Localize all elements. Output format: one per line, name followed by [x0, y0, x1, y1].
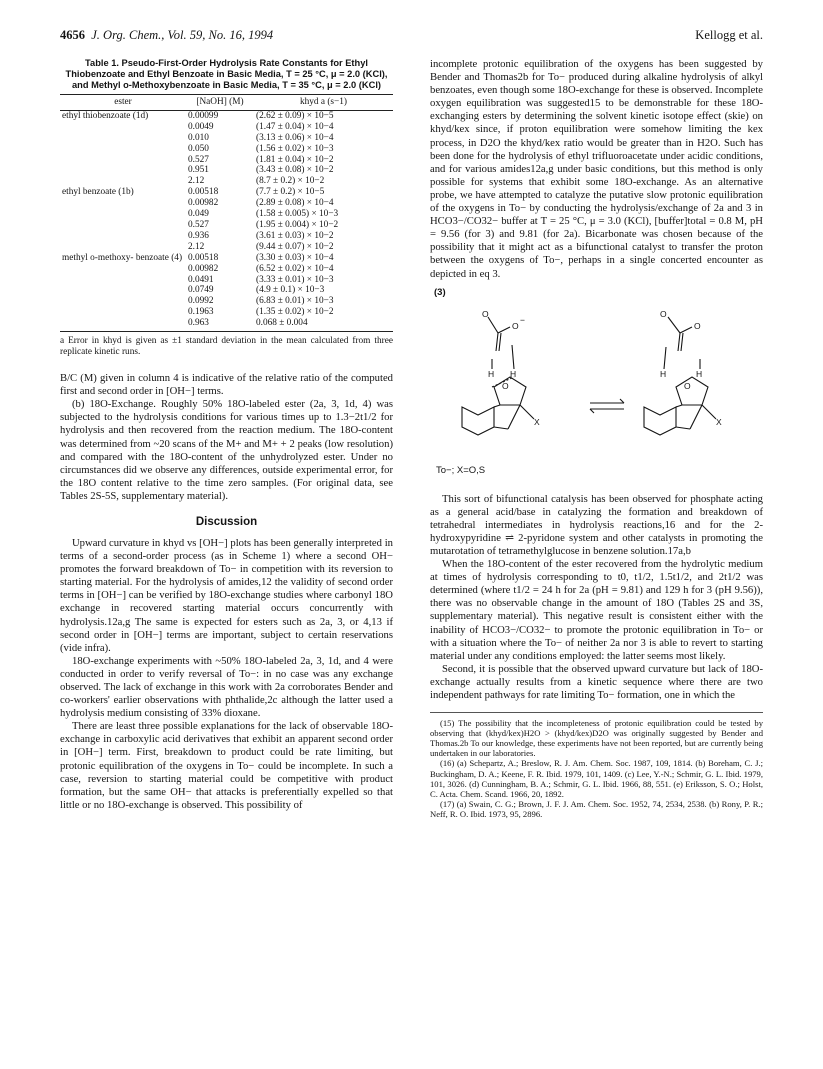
cell-naoh: 0.049 — [188, 209, 209, 220]
paragraph-discussion-2: 18O-exchange experiments with ~50% 18O-labeled 2a, 3, 1d, and 4 were conducted in order to verify reversal of To−: in no case was any exchange observed. The lack of exchange in this work with 2a corroborates Bender and co-workers' earlier observations with phthalide,2c although the latter used a hydrolysis medium consisting of 33% dioxane. — [60, 655, 393, 720]
table-row — [60, 285, 393, 296]
cell-ester — [60, 307, 186, 318]
cell-ester: ethyl thiobenzoate (1d) — [62, 110, 149, 121]
table-row — [60, 296, 393, 307]
cell-naoh: 0.050 — [188, 143, 209, 154]
svg-text:−: − — [520, 314, 525, 325]
cell-khyd: (1.47 ± 0.04) × 10−4 — [256, 121, 334, 132]
table-row — [60, 187, 393, 198]
table-row — [60, 144, 393, 155]
cell-ester — [60, 296, 186, 307]
cell-ester — [60, 264, 186, 275]
table-row — [60, 242, 393, 253]
equation-number: (3) — [434, 286, 446, 298]
table-row — [60, 155, 393, 166]
svg-text:X: X — [534, 416, 540, 427]
cell-khyd: (1.58 ± 0.005) × 10−3 — [256, 209, 339, 220]
paragraph-18o-exchange: (b) 18O-Exchange. Roughly 50% 18O-labeled ester (2a, 3, 1d, 4) was subjected to the hydrolysis conditions for various times up to 1.3−2t1/2 for hydrolysis and then recovered from the reaction medium. The 18O-content was determined from ~20 scans of the M+ and M+ + 2 peaks (low resolution) and compared with the 18O-content of the unhydrolyzed ester. Under no circumstances did we observe any differences, outside experimental error, for the 18O content relative to the time zero samples. (For original data, see Tables 2S-5S, supplementary material). — [60, 399, 393, 502]
reference-15: (15) The possibility that the incompleteness of protonic equilibration could be tested by observing that (khyd/kex)H2O > (khyd/kex)D2O was originally suggested by Bender and Thomas.2b To our knowledge, these experiments have not been reported, but are currently being undertaken in our laboratories. — [430, 718, 763, 759]
svg-text:H: H — [660, 368, 667, 379]
reference-17: (17) (a) Swain, C. G.; Brown, J. F. J. Am. Chem. Soc. 1952, 74, 2534, 2538. (b) Rony, P. R.; Neff, R. O. Ibid. 1973, 95, 2896. — [430, 798, 763, 819]
cell-khyd: (1.95 ± 0.004) × 10−2 — [256, 219, 339, 230]
table-row — [60, 307, 393, 318]
cell-naoh: 0.1963 — [188, 307, 214, 318]
cell-ester — [60, 318, 186, 331]
cell-naoh: 2.12 — [188, 241, 205, 252]
paragraph-right-1: incomplete protonic equilibration of the oxygens has been suggested by Bender and Thomas2b for To− produced during alkaline hydrolysis of alkyl benzoates, even though some 18O-exchange for these is observed. Incomplete oxygen equilibration was suggested15 to be demonstrable for these 18O-exchanging esters by determining the solvent kinetic isotope effect (skie) on khyd/kex since, if proton equilibration were somehow limiting the kex process, in D2O the khyd/kex ratio would be greater than in H2O. Such has been done for the hydrolysis of ethyl trifluoroacetate under acidic conditions, and for various amides12a,g under basic conditions, but this method is only possible for systems that exhibit some 18O-exchange. As an alternative probe, we have attempted to catalyze the putative slow protonic equilibration of the oxygens in To− by conducting the hydrolysis/exchange of 2a and 3 in HCO3−/CO32− buffer at T = 25 °C, μ = 3.0 (KCl), [buffer]total = 0.8 M, pH = 9.56 (for 3) and 9.81 (for 2a). Bicarbonate was chosen because of the possibility that it might act as a bifunctional catalyst to transfer the proton between the oxygens of To−, perhaps in a single concerted encounter as depicted in eq 3. — [430, 59, 763, 280]
cell-ester: ethyl benzoate (1b) — [62, 187, 134, 198]
cell-khyd: (3.30 ± 0.03) × 10−4 — [256, 252, 334, 263]
paragraph-discussion-1: Upward curvature in khyd vs [OH−] plots has been generally interpreted in terms of a second-order process (as in Scheme 1) where a second OH− promotes the forward breakdown of To− in competition with its reversion to starting material. For the hydrolysis of amides,12 the validity of second order terms in [OH−] can be verified by 18O-exchange studies where carbonyl 18O exchange in recovered starting material occurs concurrently with hydrolysis.12a,g The same is expected for esters such as 2a, 3, or 4,13 if second order in [OH−] terms are important, subject to certain reservations (vide infra). — [60, 537, 393, 654]
table-footnote: a Error in khyd is given as ±1 standard deviation in the mean calculated from three replicate kinetic runs. — [60, 336, 393, 358]
table-row — [60, 122, 393, 133]
cell-khyd: (2.89 ± 0.08) × 10−4 — [256, 198, 334, 209]
svg-text:H: H — [696, 368, 703, 379]
cell-ester — [60, 133, 186, 144]
cell-naoh: 0.00982 — [188, 263, 219, 274]
cell-naoh: 0.00518 — [188, 187, 219, 198]
cell-naoh: 0.00099 — [188, 110, 219, 121]
table-row — [60, 264, 393, 275]
cell-khyd: (6.52 ± 0.02) × 10−4 — [256, 263, 334, 274]
cell-naoh: 0.951 — [188, 165, 209, 176]
paragraph-right-2: This sort of bifunctional catalysis has been observed for phosphate acting as a general acid/base in catalyzing the formation and breakdown of tetrahedral intermediates in hydrolysis reactions,16 and for the 2-hydroxypyridine ⇌ 2-pyridone system and other catalysts in promoting the mutarotation of tetramethylglucose in benzene solution.17a,b — [430, 493, 763, 557]
svg-text:O: O — [512, 320, 519, 331]
table-row — [60, 318, 393, 331]
cell-ester — [60, 176, 186, 187]
paragraph-right-4: Second, it is possible that the observed upward curvature but lack of 18O-exchange actually results from a kinetic sequence where there are two independent pathways for rate limiting To− formation, one in which the — [430, 663, 763, 701]
paragraph-right-3: When the 18O-content of the ester recovered from the hydrolytic medium at times of hydrolysis corresponding to t0, t1/2, 1.5t1/2, and 2t1/2 was determined (where t1/2 = 24 h for 2a (pH = 9.81) and 129 h for 3 (pH 9.56)), there was no observable change in the amount of 18O (Tables 2S and 3S, supplementary material). This negative result is consistent either with the inability of HCO3−/CO32− to promote the protonic equilibration in To− or with a situation where the To− of neither 2a nor 3 is able to revert to starting material under any conditions employed: the latter seems most likely. — [430, 559, 763, 662]
cell-khyd: (1.56 ± 0.02) × 10−3 — [256, 143, 334, 154]
cell-khyd: (2.62 ± 0.09) × 10−5 — [256, 110, 334, 121]
cell-naoh: 0.00518 — [188, 252, 219, 263]
cell-naoh: 0.936 — [188, 230, 209, 241]
svg-text:X: X — [716, 416, 722, 427]
cell-khyd: (1.35 ± 0.02) × 10−2 — [256, 307, 334, 318]
journal-citation: J. Org. Chem., Vol. 59, No. 16, 1994 — [91, 28, 274, 42]
table-row — [60, 275, 393, 286]
table-header-row — [60, 95, 393, 111]
reference-16: (16) (a) Schepartz, A.; Breslow, R. J. Am. Chem. Soc. 1987, 109, 1814. (b) Boreham, C. J.; Buckingham, D. A.; Keene, F. R. Ibid. 1979, 101, 1409. (c) Lee, Y.-N.; Schmir, G. L. Ibid. 1979, 101, 3026. (d) Cunningham, B. A.; Schmir, G. L. Ibid. 1966, 88, 551. (e) Eriksson, S. O.; Holst, C. Acta. Chem. Scand. 1966, 20, 1892. — [430, 758, 763, 799]
right-column — [430, 58, 763, 819]
running-head-left — [60, 28, 273, 43]
svg-text:O: O — [502, 380, 509, 391]
rate-constant-table — [60, 94, 393, 332]
table-body — [60, 110, 393, 331]
cell-ester — [60, 165, 186, 176]
running-head-authors: Kellogg et al. — [695, 28, 763, 42]
cell-ester — [60, 144, 186, 155]
cell-naoh: 0.0491 — [188, 274, 214, 285]
scheme-caption: To−; X=O,S — [436, 464, 486, 476]
cell-ester — [60, 275, 186, 286]
table-row — [60, 110, 393, 121]
cell-ester — [60, 220, 186, 231]
cell-naoh: 0.0049 — [188, 121, 214, 132]
cell-ester — [60, 209, 186, 220]
table-row — [60, 209, 393, 220]
cell-ester — [60, 122, 186, 133]
cell-ester — [60, 285, 186, 296]
cell-khyd: (8.7 ± 0.2) × 10−2 — [256, 176, 325, 187]
left-column — [60, 58, 393, 819]
table-row — [60, 165, 393, 176]
cell-naoh: 0.010 — [188, 132, 209, 143]
bifunctional-catalysis-structure — [430, 287, 763, 467]
paragraph-discussion-3: There are least three possible explanations for the lack of observable 18O-exchange in carboxylic acid derivatives that exhibit an apparent second order in [OH−] term. First, breakdown to product could be rate limiting, but protonic equilibration of the oxygens in To− could be incomplete. In such a case, reversion to starting material could be competitive with product formation, but the same OH− that attacks is preferentially expelled so that little or no 18O-exchange is observed. This possibility of — [60, 721, 393, 811]
svg-text:O: O — [482, 308, 489, 319]
discussion-heading: Discussion — [195, 515, 258, 528]
table-row — [60, 198, 393, 209]
cell-naoh: 0.0992 — [188, 296, 214, 307]
page-number: 4656 — [60, 28, 85, 42]
cell-khyd: (3.13 ± 0.06) × 10−4 — [256, 132, 334, 143]
table-row — [60, 231, 393, 242]
cell-naoh: 0.963 — [186, 318, 254, 331]
cell-ester — [60, 198, 186, 209]
svg-text:H: H — [510, 368, 517, 379]
svg-text:O: O — [660, 308, 667, 319]
cell-khyd: (7.7 ± 0.2) × 10−5 — [256, 187, 325, 198]
table-caption: Table 1. Pseudo-First-Order Hydrolysis Rate Constants for Ethyl Thiobenzoate and Ethyl Benzoate in Basic Media, T = 25 °C, μ = 2.0 (KCl), and Methyl o-Methoxybenzoate in Basic Media, T = 35 °C, μ = 2.0 (KCl) — [65, 58, 388, 90]
table-row — [60, 176, 393, 187]
cell-khyd: (1.81 ± 0.04) × 10−2 — [256, 154, 334, 165]
cell-khyd: (3.43 ± 0.08) × 10−2 — [256, 165, 334, 176]
cell-naoh: 0.527 — [188, 154, 209, 165]
col-header-ester: ester — [60, 95, 186, 111]
cell-naoh: 0.0749 — [188, 285, 214, 296]
cell-khyd: 0.068 ± 0.004 — [254, 318, 393, 331]
two-column-body — [60, 58, 763, 819]
col-header-naoh: [NaOH] (M) — [186, 95, 254, 111]
cell-khyd: (4.9 ± 0.1) × 10−3 — [256, 285, 325, 296]
svg-text:O: O — [684, 380, 691, 391]
cell-ester — [60, 231, 186, 242]
paragraph-bc: B/C (M) given in column 4 is indicative of the relative ratio of the computed first and second order in [OH−] terms. — [60, 373, 393, 398]
svg-text:H: H — [488, 368, 495, 379]
cell-khyd: (9.44 ± 0.07) × 10−2 — [256, 241, 334, 252]
equation-3-scheme — [430, 287, 763, 487]
cell-naoh: 0.527 — [188, 219, 209, 230]
cell-naoh: 0.00982 — [188, 198, 219, 209]
table-row — [60, 220, 393, 231]
cell-khyd: (3.61 ± 0.03) × 10−2 — [256, 230, 334, 241]
cell-naoh: 2.12 — [188, 176, 205, 187]
cell-ester — [60, 155, 186, 166]
svg-text:O: O — [694, 320, 701, 331]
cell-khyd: (6.83 ± 0.01) × 10−3 — [256, 296, 334, 307]
col-header-khyd: khyd a (s−1) — [254, 95, 393, 111]
table-row — [60, 133, 393, 144]
references — [430, 712, 763, 819]
cell-khyd: (3.33 ± 0.01) × 10−3 — [256, 274, 334, 285]
cell-ester — [60, 242, 186, 253]
running-head — [60, 28, 763, 44]
table-row — [60, 253, 393, 264]
cell-ester: methyl o-methoxy- benzoate (4) — [62, 252, 183, 263]
